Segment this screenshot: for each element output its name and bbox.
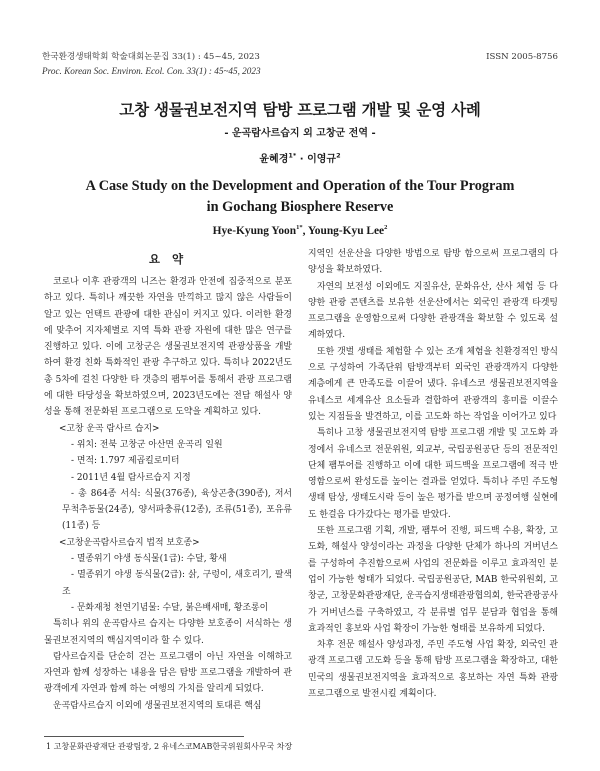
author-2-ko: 이영규 [307, 154, 337, 165]
authors-ko [0, 150, 600, 165]
abstract-paragraph-1: 코로나 이후 관광객의 니즈는 환경과 안전에 집중적으로 분포하고 있다. 특히나 깨끗한 자연을 만끽하고 많지 않은 사람들이 알고 있는 언택트 관광에 대한 관심이 커지고 있다. 이러한 환경에 맞추어 지자체별로 지역 특화 관광 자원에 대한 많은 연구를 진행하고 있다. 이에 고창군은 생물권보전지역 관광상품을 개발하여 환경 친화 특화적인 관광 추구하고 있다. 특히나 2022년도 총 5차에 걸친 다양한 타 갯층의 팸투어를 통해서 관광 프로그램에 대한 타당성을 확보하였으며, 2023년도에는 전담 해설사 양성을 통해 전문화된 프로그램으로 도약을 계획하고 있다. [44, 277, 292, 418]
author-en-separator: , [302, 225, 308, 237]
abstract-heading: 요 약 [148, 252, 188, 266]
author-separator: · [299, 154, 304, 165]
author-2-en-affil: 2 [384, 224, 388, 232]
list-item: - 위치: 전북 고창군 아산면 운곡리 일원 [71, 439, 223, 450]
right-paragraph-4: 또한 프로그램 기획, 개발, 팸투어 진행, 피드백 수용, 확장, 고도화, 해설사 양성이라는 과정을 다양한 단체가 하나의 거버넌스를 구성하여 추진함으로써 사업의 전문화를 이루고 효과적인 분업이 가능한 형태가 되었다. 국립공원공단, MAB 한국위원회, 고창군, 고창문화관광재단, 운곡습지생태관광협의회, 한국관광공사가 거버넌스를 구축하였고, 각 분류별 업무 분담과 협업을 통해 효과적인 홍보와 사업 확장이 가능한 형태를 보유하게 되었다. [308, 526, 558, 634]
author-1-en: Hye-Kyung Yoon [212, 225, 297, 237]
footnote-rule [44, 736, 244, 737]
abstract-column-left [44, 246, 292, 714]
abstract-paragraph-3: 람사르습지를 단순히 걷는 프로그램이 아닌 자연을 이해하고 자연과 함께 성장하는 내용을 담은 탐방 프로그램을 개발하여 관광객에게 자연과 함께 하는 여행의 가치를 알리게 되었다. [44, 651, 292, 695]
journal-citation-ko: 한국환경생태학회 학술대회논문집 33(1) : 45~45, 2023 [42, 52, 260, 62]
right-paragraph-3: 특히나 고창 생물권보전지역 탐방 프로그램 개발 및 고도화 과정에서 유네스코 전문위원, 외교부, 국립공원공단 등의 전문적인 단체 팸투어를 진행하고 이에 대한 피드백을 프로그램에 적극 반영함으로써 완성도를 높이는 결과를 얻었다. 특히나 주민 주도형 생태 탐상, 생태도시락 등이 높은 평가를 받으며 공정여행 실현에도 한걸음 다가갔다는 평가를 받았다. [308, 428, 558, 520]
abstract-column-right [308, 246, 558, 702]
paper-subtitle-ko: - 운곡람사르습지 외 고창군 전역 - [224, 128, 376, 139]
footnote-affiliations: 1 고창문화관광재단 관광팀장, 2 유네스코MAB한국위원회사무국 차장 [46, 742, 293, 751]
paper-title-en [0, 176, 600, 218]
journal-citation-en: Proc. Korean Soc. Environ. Ecol. Con. 33(1) : 45~45, 2023 [42, 66, 261, 76]
authors-en [0, 225, 600, 237]
author-2-en: Young-Kyu Lee [307, 225, 385, 237]
right-paragraph-5: 차후 전문 해설사 양성과정, 주민 주도형 사업 확장, 외국인 관광객 프로그램 고도화 등을 통해 탐방 프로그램을 확장하고, 대한민국의 생물권보전지역을 효과적으로 홍보하는 자연 특화 관광 프로그램으로 발전시킬 계획이다. [308, 640, 558, 700]
right-paragraph-0: 지역인 선운산을 다양한 방법으로 탐방 함으로써 프로그램의 다양성을 확보하였다. [308, 249, 558, 276]
abstract-paragraph-4: 운곡람사르습지 이외에 생물권보전지역의 토대른 핵심 [53, 700, 262, 711]
issn: ISSN 2005-8756 [486, 52, 558, 62]
paper-title-en-line1: A Case Study on the Development and Operation of the Tour Program [85, 178, 515, 194]
section-ramsar-wetland: <고창 운곡 람사르 습지> [59, 423, 160, 434]
list-item: - 멸종위기 야생 동식물(1급): 수달, 황새 [71, 554, 227, 565]
list-item: - 총 864종 서식: 식물(376종), 육상곤충(390종), 저서무척추동물(24종), 양서파충류(12종), 조류(51종), 포유류(11종) 등 [62, 488, 292, 532]
paper-title-en-line2: in Gochang Biosphere Reserve [206, 199, 394, 215]
list-item: - 멸종위기 야생 동식물(2급): 삵, 구렁이, 새호리기, 팔색조 [62, 570, 292, 597]
section-protected-species: <고창운곡람사르습지 법적 보호종> [59, 537, 200, 548]
list-item: - 2011년 4월 람사르습지 지정 [71, 472, 191, 483]
author-1-en-affil: 1* [296, 224, 303, 232]
right-paragraph-1: 자연의 보전성 이외에도 지질유산, 문화유산, 산사 체험 등 다양한 관광 콘텐츠를 보유한 선운산에서는 외국인 관광객 타겟팅 프로그램을 운영함으로써 다양한 관광객을 확보할 수 있도록 설계하였다. [308, 281, 558, 341]
abstract-paragraph-2: 특히나 위의 운곡람사르 습지는 다양한 보호종이 서식하는 생물권보전지역의 핵심지역이라 할 수 있다. [44, 619, 292, 646]
journal-header [42, 50, 558, 78]
author-1-ko-affil: 1* [288, 151, 297, 160]
list-item: - 문화재청 천연기념물: 수달, 붉은배새매, 황조롱이 [71, 602, 269, 613]
right-paragraph-2: 또한 갯벌 생태를 체험할 수 있는 조개 체험을 친환경적인 방식으로 구성하여 가족단위 탐방객부터 외국인 관광객까지 다양한 계층에게 큰 만족도를 이끌어 냈다. 유네스코 생물권보전지역을 유네스코 세계유산 요소들과 결합하여 관광객의 흥미를 이끌수 있는 지점들을 발견하고, 이를 고도화 하는 작업을 이어가고 있다 [308, 346, 558, 422]
paper-title-ko: 고창 생물권보전지역 탐방 프로그램 개발 및 운영 사례 [119, 101, 481, 119]
author-2-ko-affil: 2 [336, 151, 341, 160]
author-1-ko: 윤혜경 [259, 154, 289, 165]
list-item: - 면적: 1.797 제곱킬로미터 [71, 456, 180, 467]
